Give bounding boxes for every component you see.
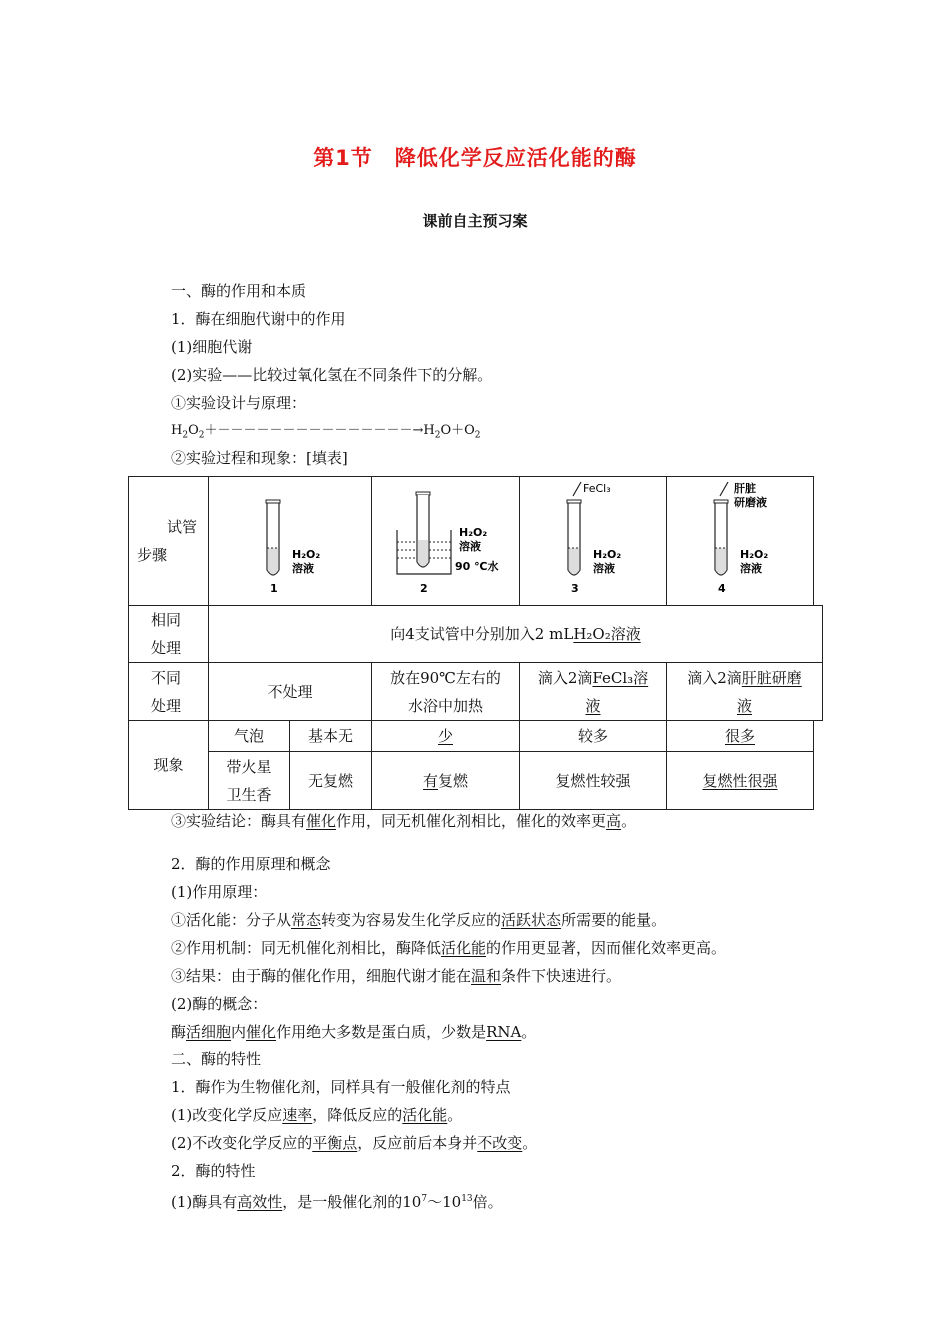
same-treatment-text: 向4支试管中分别加入2 mL <box>390 625 574 643</box>
incense-tube-3: 复燃性较强 <box>519 751 667 810</box>
tube-3-cell <box>519 476 667 606</box>
answer-high-efficiency: 高效性 <box>237 1193 283 1211</box>
answer-unchanged: 不改变 <box>477 1134 523 1152</box>
answer-normal-state: 常态 <box>291 911 322 929</box>
incense-tube-1: 无复燃 <box>289 751 372 810</box>
test-tube-4-liver-illustration <box>668 478 812 604</box>
bubble-tube-3: 较多 <box>519 720 667 752</box>
tube-2-number: 2 <box>420 582 428 595</box>
incense-header <box>208 751 290 810</box>
bubble-tube-2 <box>371 720 520 752</box>
incense-header-line1: 带火星 <box>226 757 272 776</box>
tube-4-h2o2-label: H₂O₂ <box>740 548 769 561</box>
diff-tube-2-line2: 水浴中加热 <box>407 696 483 715</box>
answer-catalysis: 催化 <box>306 812 337 830</box>
heading-properties: 2．酶的特性 <box>171 1162 256 1180</box>
bubble-tube-4-answer: 很多 <box>724 727 755 745</box>
answer-equilibrium: 平衡点 <box>312 1134 358 1152</box>
step-header-test-tube: 试管 <box>167 518 198 536</box>
tube-2-solution-label: 溶液 <box>459 540 481 553</box>
diff-treatment-header <box>128 662 209 721</box>
incense-header-line2: 卫生香 <box>226 785 272 804</box>
item-principle: (1)作用原理： <box>171 883 268 901</box>
step-header-steps: 步骤 <box>137 546 168 564</box>
tube-1-cell <box>208 476 372 606</box>
item-cell-metabolism: (1)细胞代谢 <box>171 338 253 356</box>
diff-tube-4-answer-2: 液 <box>736 696 752 715</box>
same-header-line1: 相同 <box>151 611 182 629</box>
tube-2-h2o2-label: H₂O₂ <box>459 526 488 539</box>
bubble-header: 气泡 <box>208 720 290 752</box>
diff-tube-3-cell <box>519 662 667 721</box>
tube-2-water-label: 90 ℃水 <box>455 560 499 573</box>
tube-2-cell <box>371 476 520 606</box>
tube-4-grind-label: 研磨液 <box>734 496 767 509</box>
diff-tube-3-text: 滴入2滴 <box>537 668 593 687</box>
tube-3-number: 3 <box>571 582 579 595</box>
tube-4-cell <box>666 476 814 606</box>
answer-rate: 速率 <box>282 1106 313 1124</box>
same-treatment-answer: H₂O₂溶液 <box>573 625 641 643</box>
diff-tube-2-line1: 放在90℃左右的 <box>390 668 501 687</box>
item-mechanism: ②作用机制：同无机催化剂相比，酶降低活化能的作用更显著，因而催化效率更高。 <box>171 939 727 957</box>
tube-1-h2o2-label: H₂O₂ <box>292 548 321 561</box>
heading-metabolism-role: 1．酶在细胞代谢中的作用 <box>171 310 346 328</box>
diff-tube-1-cell: 不处理 <box>208 662 372 721</box>
item-concept-definition: 酶活细胞内催化作用绝大多数是蛋白质，少数是RNA。 <box>171 1023 537 1041</box>
diff-tube-3-answer-2: 液 <box>585 696 601 715</box>
answer-activation-energy-2: 活化能 <box>402 1106 448 1124</box>
answer-activation-energy: 活化能 <box>441 939 487 957</box>
incense-tube-2-answer: 有 <box>422 771 438 790</box>
answer-rna: RNA <box>486 1023 522 1041</box>
tube-1-solution-label: 溶液 <box>292 562 314 575</box>
diff-header-line1: 不同 <box>151 668 182 687</box>
heading-general-catalyst: 1．酶作为生物催化剂，同样具有一般催化剂的特点 <box>171 1078 511 1096</box>
heading-enzyme-role: 一、酶的作用和本质 <box>171 282 307 300</box>
diff-header-line2: 处理 <box>151 696 182 715</box>
same-header-line2: 处理 <box>151 639 182 657</box>
item-high-efficiency: (1)酶具有高效性，是一般催化剂的$10^7\sim 10^{13}$倍。 <box>171 1193 503 1211</box>
diff-tube-4-cell <box>666 662 823 721</box>
heading-principle: 2．酶的作用原理和概念 <box>171 855 331 873</box>
experiment-conclusion: ③实验结论：酶具有催化作用，同无机催化剂相比，催化的效率更高。 <box>171 812 637 830</box>
heading-enzyme-properties: 二、酶的特性 <box>171 1050 262 1068</box>
reaction-equation: $H_2O_2+---------------\to H_2O+O_2$ <box>171 423 481 441</box>
incense-tube-4-answer: 复燃性很强 <box>702 771 778 790</box>
diff-tube-4-text: 滴入2滴 <box>687 668 742 687</box>
item-design: ①实验设计与原理： <box>171 394 307 412</box>
diff-tube-4-answer: 肝脏研磨 <box>741 668 802 687</box>
tube-4-liver-label: 肝脏 <box>734 482 756 495</box>
page-title: 第1节 降低化学反应活化能的酶 <box>313 146 637 170</box>
item-change-rate: (1)改变化学反应速率，降低反应的活化能。 <box>171 1106 463 1124</box>
tube-3-fecl3-label: FeCl₃ <box>583 482 611 495</box>
incense-tube-2 <box>371 751 520 810</box>
item-experiment: (2)实验——比较过氧化氢在不同条件下的分解。 <box>171 366 493 384</box>
tube-4-number: 4 <box>718 582 726 595</box>
test-tube-3-fecl3-illustration <box>521 478 665 604</box>
diff-tube-2-cell <box>371 662 520 721</box>
test-tube-2-water-bath-illustration <box>373 478 518 604</box>
same-treatment-cell <box>208 605 823 663</box>
tube-3-h2o2-label: H₂O₂ <box>593 548 622 561</box>
bubble-tube-1: 基本无 <box>289 720 372 752</box>
step-header-cell <box>128 476 209 606</box>
diff-tube-3-answer: FeCl₃溶 <box>592 668 649 687</box>
tube-3-solution-label: 溶液 <box>593 562 615 575</box>
incense-tube-4 <box>666 751 814 810</box>
answer-active-state: 活跃状态 <box>501 911 562 929</box>
incense-tube-2-text: 复燃 <box>438 771 469 790</box>
section-subtitle: 课前自主预习案 <box>422 212 528 230</box>
tube-1-number: 1 <box>270 582 278 595</box>
phenomenon-header: 现象 <box>128 720 209 810</box>
item-equilibrium: (2)不改变化学反应的平衡点，反应前后本身并不改变。 <box>171 1134 538 1152</box>
item-concept: (2)酶的概念： <box>171 995 268 1013</box>
bubble-tube-2-answer: 少 <box>437 727 453 745</box>
tube-4-solution-label: 溶液 <box>740 562 762 575</box>
item-activation-energy: ①活化能：分子从常态转变为容易发生化学反应的活跃状态所需要的能量。 <box>171 911 667 929</box>
answer-high: 高 <box>606 812 622 830</box>
item-process: ②实验过程和现象：[填表] <box>171 449 348 467</box>
item-result: ③结果：由于酶的催化作用，细胞代谢才能在温和条件下快速进行。 <box>171 967 622 985</box>
answer-catalysis-2: 催化 <box>246 1023 277 1041</box>
answer-living-cell: 活细胞 <box>186 1023 232 1041</box>
bubble-tube-4 <box>666 720 814 752</box>
same-treatment-header <box>128 605 209 663</box>
answer-mild: 温和 <box>471 967 502 985</box>
test-tube-1-illustration <box>210 478 370 604</box>
